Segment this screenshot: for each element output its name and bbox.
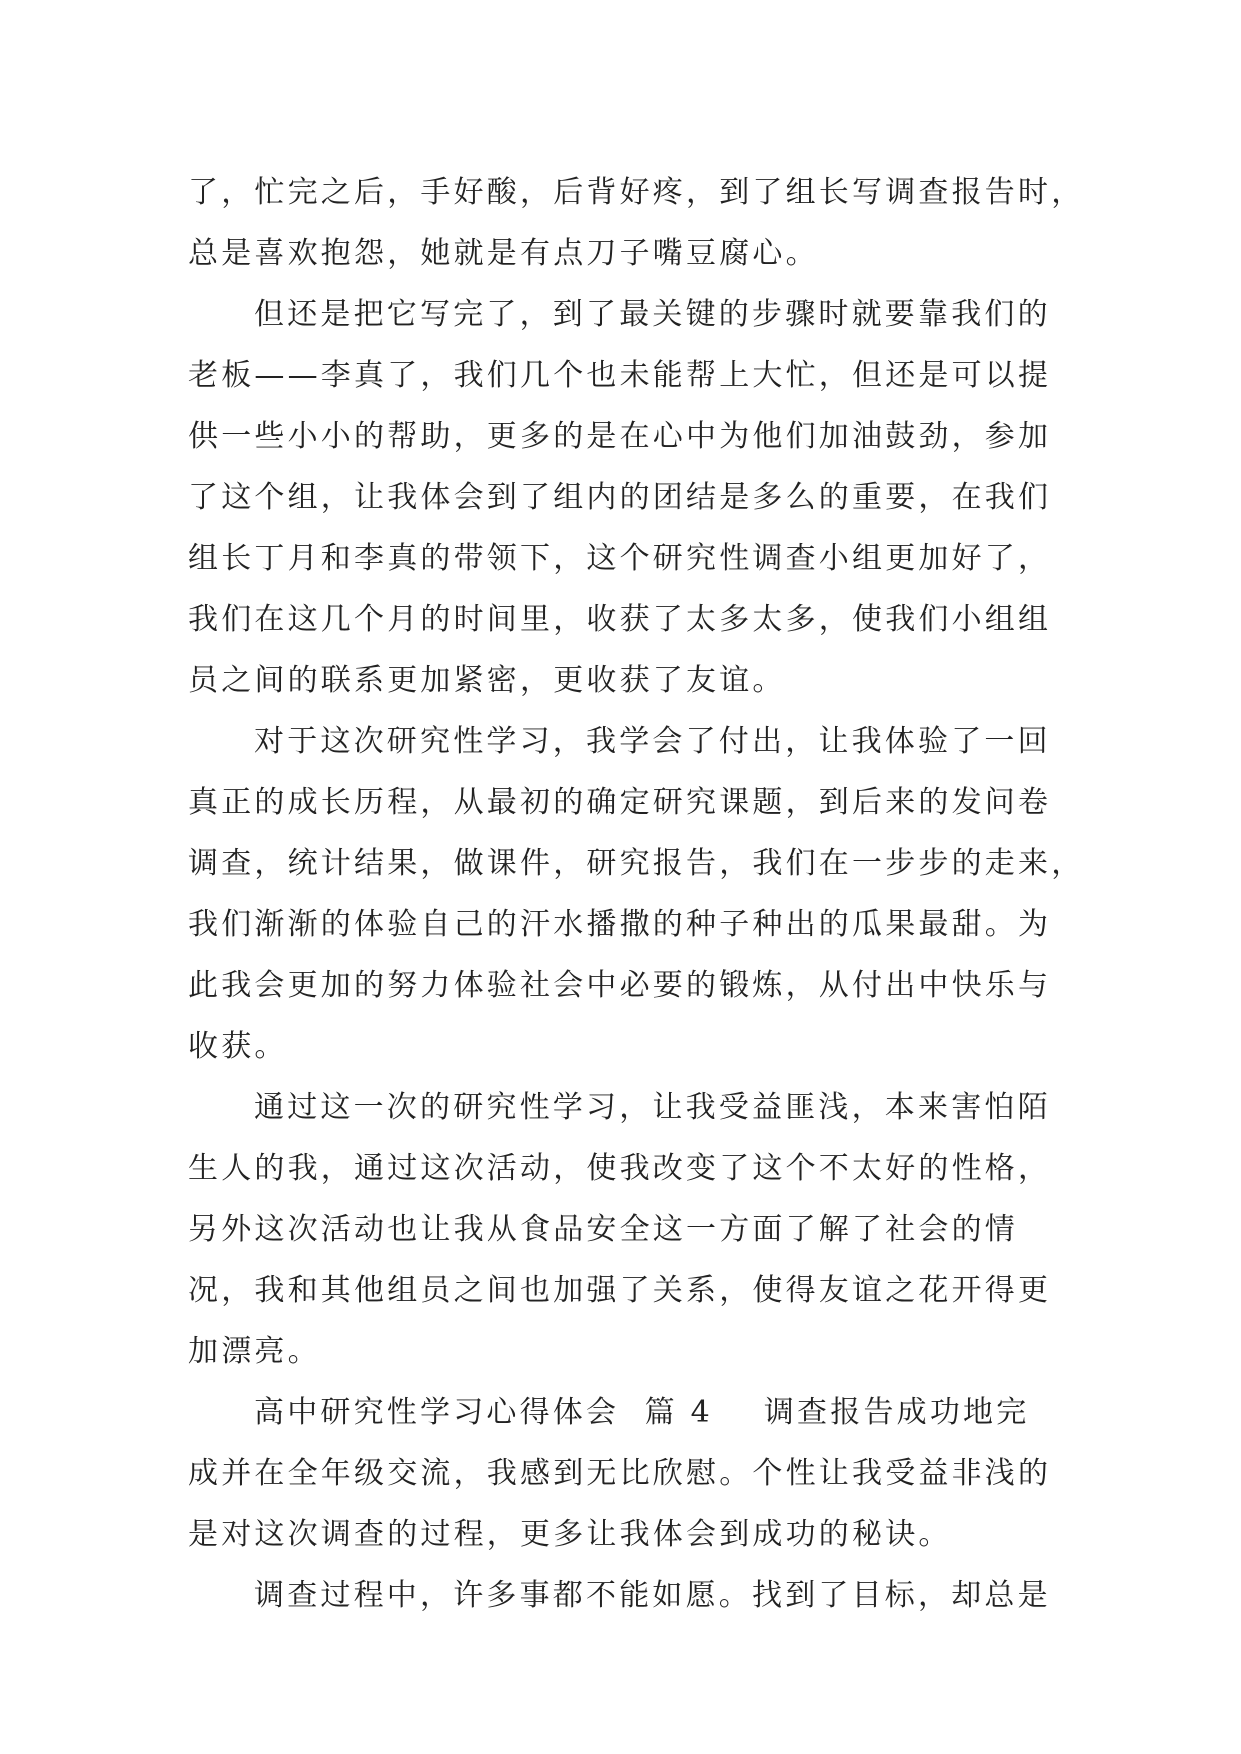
section-heading-line: 高中研究性学习心得体会 篇 4 调查报告成功地完 — [254, 1395, 1030, 1430]
text-line: 另外这次活动也让我从食品安全这一方面了解了社会的情 — [188, 1212, 1018, 1247]
paragraph-start-line: 但还是把它写完了，到了最关键的步骤时就要靠我们的 — [254, 297, 1051, 332]
text-line: 况，我和其他组员之间也加强了关系，使得友谊之花开得更 — [188, 1273, 1052, 1308]
text-line: 我们在这几个月的时间里，收获了太多太多，使我们小组组 — [188, 602, 1052, 637]
text-line: 成并在全年级交流，我感到无比欣慰。个性让我受益非浅的 — [188, 1456, 1052, 1491]
text-line: 此我会更加的努力体验社会中必要的锻炼，从付出中快乐与 — [188, 968, 1052, 1003]
text-line: 调查，统计结果，做课件，研究报告，我们在一步步的走来， — [188, 846, 1085, 881]
text-line: 是对这次调查的过程，更多让我体会到成功的秘诀。 — [188, 1517, 952, 1552]
text-line: 收获。 — [188, 1029, 288, 1064]
text-line: 我们渐渐的体验自己的汗水播撒的种子种出的瓜果最甜。为 — [188, 907, 1052, 942]
text-line: 了这个组，让我体会到了组内的团结是多么的重要，在我们 — [188, 480, 1052, 515]
text-line: 供一些小小的帮助，更多的是在心中为他们加油鼓劲，参加 — [188, 419, 1052, 454]
paragraph-start-line: 对于这次研究性学习，我学会了付出，让我体验了一回 — [254, 724, 1051, 759]
text-line: 组长丁月和李真的带领下，这个研究性调查小组更加好了， — [188, 541, 1052, 576]
text-line: 老板——李真了，我们几个也未能帮上大忙，但还是可以提 — [188, 358, 1052, 393]
text-line: 真正的成长历程，从最初的确定研究课题，到后来的发问卷 — [188, 785, 1052, 820]
document-body — [188, 162, 1085, 1626]
text-line: 员之间的联系更加紧密，更收获了友谊。 — [188, 663, 786, 698]
paragraph-start-line: 通过这一次的研究性学习，让我受益匪浅，本来害怕陌 — [254, 1090, 1051, 1125]
text-line: 生人的我，通过这次活动，使我改变了这个不太好的性格， — [188, 1151, 1052, 1186]
paragraph-start-line: 调查过程中，许多事都不能如愿。找到了目标，却总是 — [254, 1578, 1051, 1613]
text-line: 总是喜欢抱怨，她就是有点刀子嘴豆腐心。 — [188, 236, 819, 271]
text-line: 了，忙完之后，手好酸，后背好疼，到了组长写调查报告时， — [188, 175, 1085, 210]
text-line: 加漂亮。 — [188, 1334, 321, 1369]
